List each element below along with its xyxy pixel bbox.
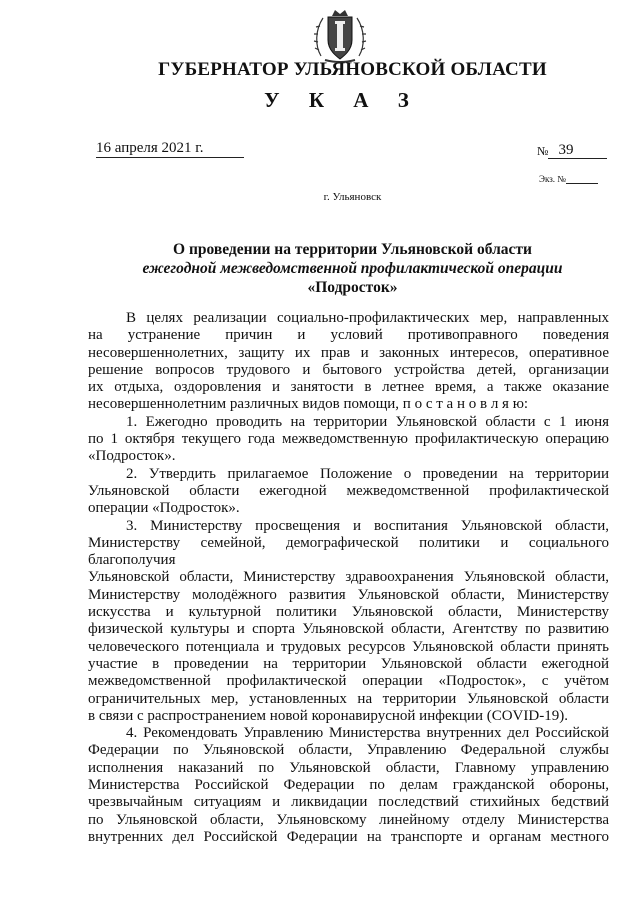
- paragraph-item-2: [88, 466, 609, 518]
- document-title: [0, 240, 640, 297]
- text-line: по Ульяновской области, Ульяновскому линейному отделу Министерства: [88, 811, 609, 828]
- text-line: исполнения наказаний по Ульяновской области, Главному управлению: [88, 759, 609, 776]
- title-line: «Подросток»: [307, 279, 398, 296]
- copy-blank: [566, 174, 598, 184]
- text-line: несовершеннолетним различных видов помощи, п о с т а н о в л я ю:: [88, 396, 529, 413]
- issue-city: г. Ульяновск: [323, 191, 382, 203]
- text-line: «Подросток».: [88, 448, 176, 465]
- document-date: 16 апреля 2021 г.: [96, 139, 244, 158]
- issuing-authority: ГУБЕРНАТОР УЛЬЯНОВСКОЙ ОБЛАСТИ: [158, 59, 547, 80]
- text-line: по 1 октября текущего года межведомственную профилактическую операцию: [88, 431, 609, 448]
- text-line: в связи с распространением новой коронавирусной инфекции (COVID-19).: [88, 707, 568, 724]
- text-line: чрезвычайным ситуациям и ликвидации последствий стихийных бедствий: [88, 794, 609, 811]
- text-line: 4. Рекомендовать Управлению Министерства внутренних дел Российской: [126, 725, 609, 742]
- text-line: ограничительных мер, установленных на территории Ульяновской области: [88, 690, 609, 707]
- title-line: О проведении на территории Ульяновской области: [173, 241, 532, 258]
- document-body: [88, 310, 609, 846]
- text-line: 2. Утвердить прилагаемое Положение о проведении на территории: [126, 465, 609, 482]
- copy-number: [539, 174, 598, 184]
- text-line: человеческого потенциала и трудовых ресурсов Ульяновской области принять: [88, 638, 609, 655]
- document-type: У К А З: [264, 88, 421, 112]
- copy-label: Экз. №: [539, 174, 566, 184]
- text-line: Ульяновской области, Министерству здравоохранения Ульяновской области,: [88, 569, 609, 586]
- paragraph-item-1: [88, 414, 609, 466]
- text-line: на устранение причин и условий противоправного поведения: [88, 327, 609, 344]
- paragraph-item-4: [88, 725, 609, 846]
- ulyanovsk-coat-of-arms-icon: [311, 6, 369, 64]
- text-line: искусства и культурной политики Ульяновской области, Министерству: [88, 604, 609, 621]
- text-line: решение вопросов трудового и бытового устройства детей, организации: [88, 361, 609, 378]
- text-line: Федерации по Ульяновской области, Управлению Федеральной службы: [88, 742, 609, 759]
- document-number: [537, 142, 607, 159]
- text-line: их отдыха, оздоровления и занятости в летнее время, а также оказание: [88, 379, 609, 396]
- text-line: Ульяновской области ежегодной межведомственной профилактической: [88, 482, 609, 499]
- text-line: Министерству молодёжного развития Ульяновской области, Министерству: [88, 586, 609, 603]
- paragraph-intro: [88, 310, 609, 414]
- paragraph-item-3: [88, 518, 609, 726]
- text-line: участие в проведении на территории Ульяновской области ежегодной: [88, 655, 609, 672]
- text-line: Министерства Российской Федерации по делам гражданской обороны,: [88, 777, 609, 794]
- number-label: №: [537, 144, 549, 158]
- text-line: операции «Подросток».: [88, 500, 240, 517]
- text-line: Министерству семейной, демографической политики и социального благополучия: [88, 534, 609, 569]
- text-line: 1. Ежегодно проводить на территории Ульяновской области с 1 июня: [126, 413, 609, 430]
- text-line: 3. Министерству просвещения и воспитания Ульяновской области,: [126, 517, 609, 534]
- text-line: физической культуры и спорта Ульяновской области, Агентству по развитию: [88, 621, 609, 638]
- number-value: 39: [548, 142, 607, 159]
- title-line: ежегодной межведомственной профилактической операции: [142, 260, 563, 277]
- text-line: В целях реализации социально-профилактических мер, направленных: [126, 310, 609, 326]
- text-line: внутренних дел Российской Федерации на транспорте и органам местного: [88, 828, 609, 845]
- text-line: межведомственной профилактической операции «Подросток», с учётом: [88, 673, 609, 690]
- text-line: несовершеннолетних, защиту их прав и законных интересов, оперативное: [88, 344, 609, 361]
